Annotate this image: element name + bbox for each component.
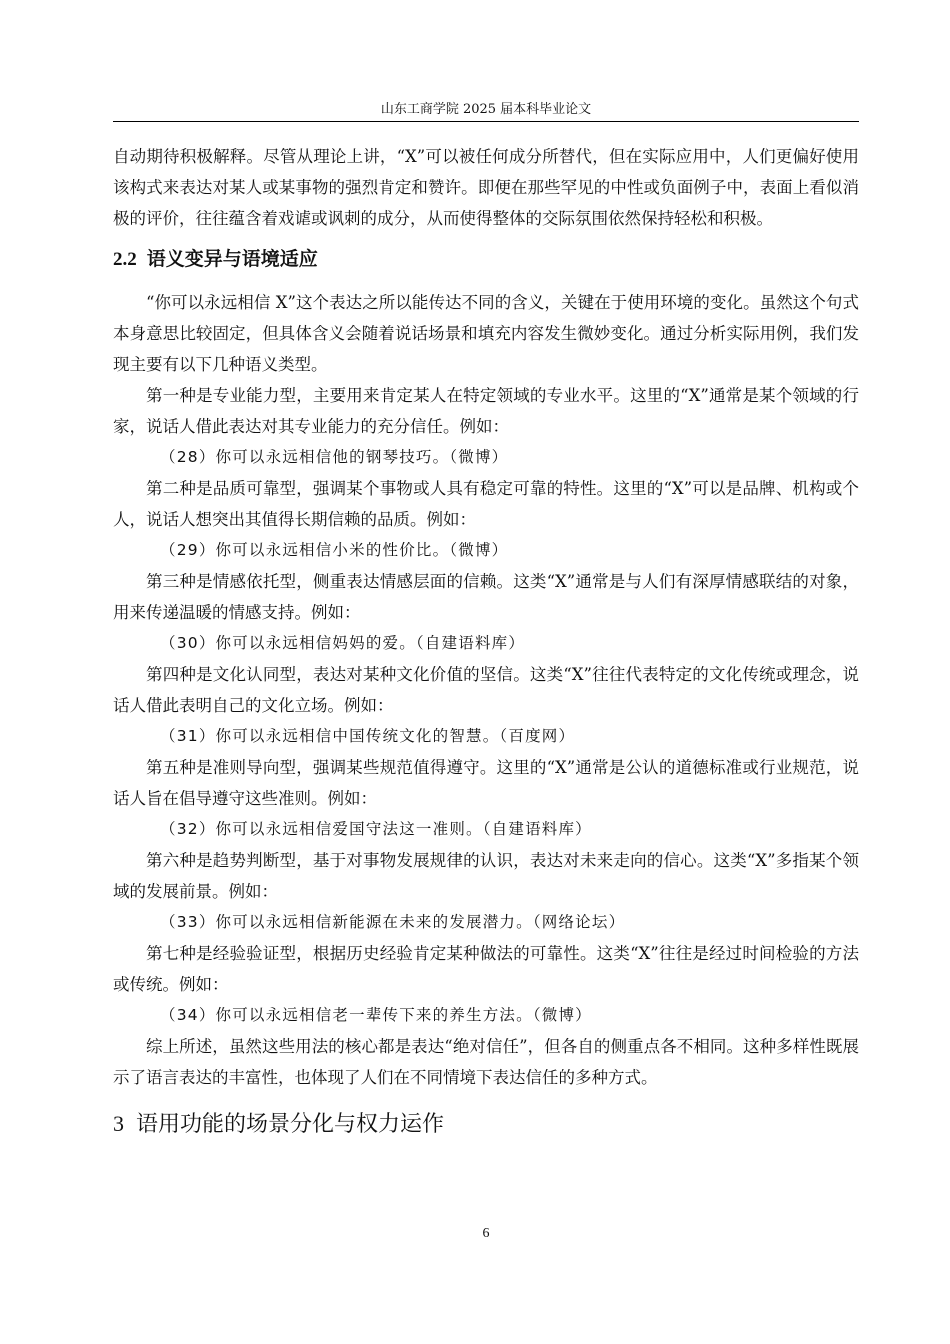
- example-31: （31）你可以永远相信中国传统文化的智慧。（百度网）: [160, 727, 576, 745]
- page-body: [113, 141, 859, 1142]
- type-paragraph-4: 第四种是文化认同型，表达对某种文化价值的坚信。这类“X”往往代表特定的文化传统或理念，说话人借此表明自己的文化立场。例如：: [113, 665, 859, 715]
- example-30: （30）你可以永远相信妈妈的爱。（自建语料库）: [160, 634, 526, 652]
- example-34: （34）你可以永远相信老一辈传下来的养生方法。（微博）: [160, 1006, 592, 1024]
- section-number: 2.2: [113, 249, 137, 270]
- section-heading-3: [113, 1107, 859, 1142]
- type-paragraph-6: 第六种是趋势判断型，基于对事物发展规律的认识，表达对未来走向的信心。这类“X”多指某个领域的发展前景。例如：: [113, 851, 859, 901]
- chapter-number: 3: [113, 1111, 124, 1136]
- example-33: （33）你可以永远相信新能源在未来的发展潜力。（网络论坛）: [160, 913, 626, 931]
- type-paragraph-7: 第七种是经验验证型，根据历史经验肯定某种做法的可靠性。这类“X”往往是经过时间检验的方法或传统。例如：: [113, 944, 859, 994]
- section-opening-paragraph: “你可以永远相信 X”这个表达之所以能传达不同的含义，关键在于使用环境的变化。虽然这个句式本身意思比较固定，但具体含义会随着说话场景和填充内容发生微妙变化。通过分析实际用例，我们发现主要有以下几种语义类型。: [113, 293, 859, 374]
- page-number: 6: [482, 1226, 490, 1241]
- header-rule: [113, 121, 859, 122]
- chapter-title: 语用功能的场景分化与权力运作: [136, 1112, 445, 1137]
- example-28: （28）你可以永远相信他的钢琴技巧。（微博）: [160, 448, 509, 466]
- type-paragraph-2: 第二种是品质可靠型，强调某个事物或人具有稳定可靠的特性。这里的“X”可以是品牌、机构或个人，说话人想突出其值得长期信赖的品质。例如：: [113, 479, 859, 529]
- example-32: （32）你可以永远相信爱国守法这一准则。（自建语料库）: [160, 820, 592, 838]
- running-header: 山东工商学院 2025 届本科毕业论文: [380, 102, 592, 117]
- summary-paragraph: 综上所述，虽然这些用法的核心都是表达“绝对信任”，但各自的侧重点各不相同。这种多样性既展示了语言表达的丰富性，也体现了人们在不同情境下表达信任的多种方式。: [113, 1037, 859, 1087]
- section-heading-2-2: [113, 244, 859, 275]
- intro-paragraph: 自动期待积极解释。尽管从理论上讲，“X”可以被任何成分所替代，但在实际应用中，人们更偏好使用该构式来表达对某人或某事物的强烈肯定和赞许。即便在那些罕见的中性或负面例子中，表面上看似消极的评价，往往蕴含着戏谑或讽刺的成分，从而使得整体的交际氛围依然保持轻松和积极。: [113, 147, 859, 228]
- type-paragraph-3: 第三种是情感依托型，侧重表达情感层面的信赖。这类“X”通常是与人们有深厚情感联结的对象，用来传递温暖的情感支持。例如：: [113, 572, 859, 622]
- section-title: 语义变异与语境适应: [146, 248, 318, 270]
- type-paragraph-1: 第一种是专业能力型，主要用来肯定某人在特定领域的专业水平。这里的“X”通常是某个领域的行家，说话人借此表达对其专业能力的充分信任。例如：: [113, 386, 859, 436]
- type-paragraph-5: 第五种是准则导向型，强调某些规范值得遵守。这里的“X”通常是公认的道德标准或行业规范，说话人旨在倡导遵守这些准则。例如：: [113, 758, 859, 808]
- example-29: （29）你可以永远相信小米的性价比。（微博）: [160, 541, 509, 559]
